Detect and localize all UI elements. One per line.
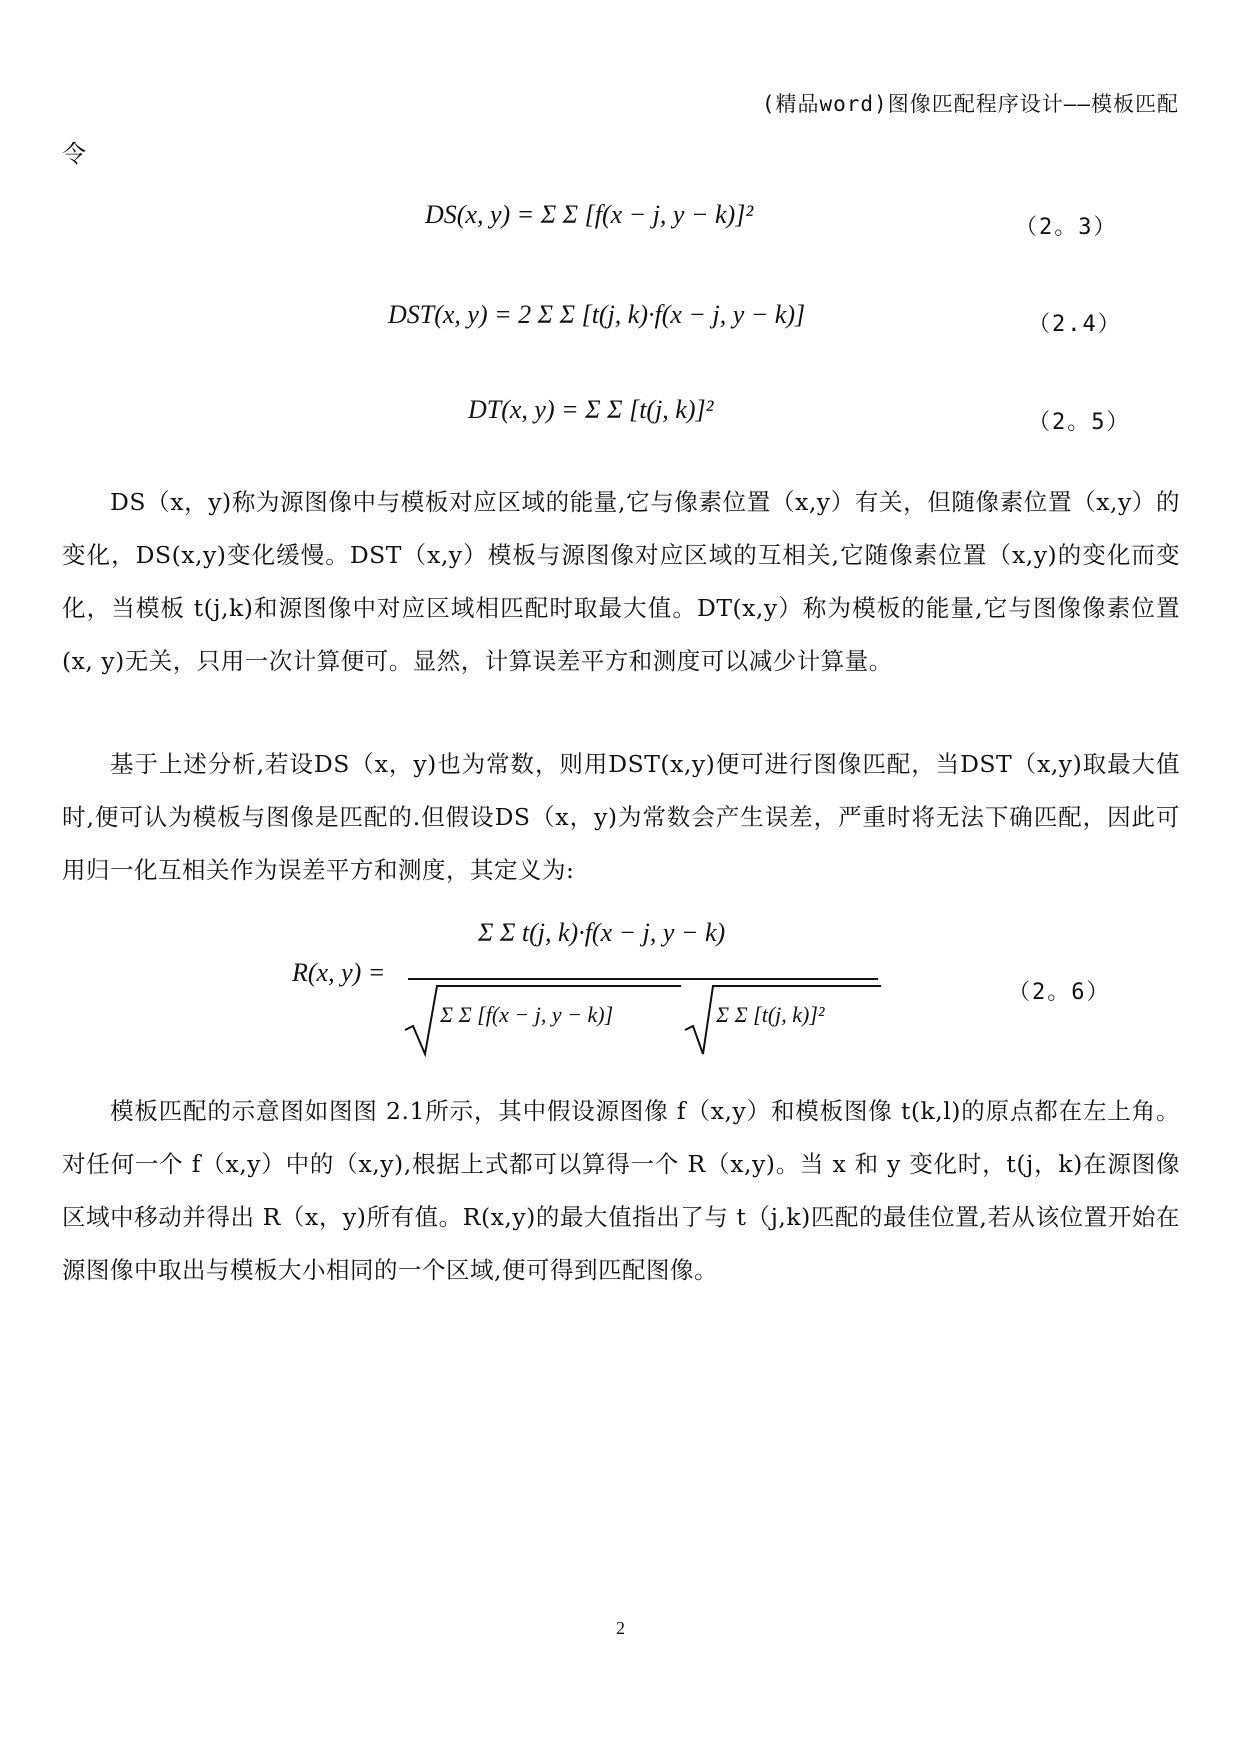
equation-2-6-numerator: Σ Σ t(j, k)·f(x − j, y − k)	[478, 918, 726, 947]
equation-number-2-6: （2。6）	[1008, 980, 1111, 1005]
page-number: 2	[616, 1618, 625, 1638]
running-header: (精品word)图像匹配程序设计——模板匹配	[761, 92, 1179, 116]
paragraph-energy-explanation: DS（x，y)称为源图像中与模板对应区域的能量,它与像素位置（x,y）有关，但随像素位置（x,y）的变化，DS(x,y)变化缓慢。DST（x,y）模板与源图像对应区域的互相关,它随像素位置（x,y)的变化而变化，当模板 t(j,k)和源图像中对应区域相匹配时取最大值。DT(x,y）称为模板的能量,它与图像像素位置(x, y)无关，只用一次计算便可。显然，计算误差平方和测度可以减少计算量。	[62, 488, 1180, 675]
equation-2-5	[468, 395, 713, 425]
equation-number-2-5: （2。5）	[1028, 410, 1131, 435]
lead-word: 令	[62, 140, 86, 168]
equation-2-4-text: DST(x, y) = 2 Σ Σ [t(j, k)·f(x − j, y − k)]	[388, 300, 806, 329]
equation-2-6-lhs: R(x, y) =	[292, 958, 386, 987]
equation-number-2-3: （2。3）	[1015, 215, 1118, 240]
equation-2-6-denominator-right: Σ Σ [t(j, k)]²	[716, 1002, 825, 1027]
equation-2-3	[425, 200, 753, 230]
paragraph-template-matching: 模板匹配的示意图如图图 2.1所示，其中假设源图像 f（x,y）和模板图像 t(k,l)的原点都在左上角。对任何一个 f（x,y）中的（x,y),根据上式都可以算得一个 R（x,y)。当 x 和 y 变化时，t(j，k)在源图像区域中移动并得出 R（x，y)所有值。R(x,y)的最大值指出了与 t（j,k)匹配的最佳位置,若从该位置开始在源图像中取出与模板大小相同的一个区域,便可得到匹配图像。	[62, 1097, 1180, 1284]
equation-2-6-denominator-left: Σ Σ [f(x − j, y − k)]	[440, 1002, 614, 1027]
equation-2-3-text: DS(x, y) = Σ Σ [f(x − j, y − k)]²	[425, 200, 754, 229]
equation-2-5-text: DT(x, y) = Σ Σ [t(j, k)]²	[468, 395, 714, 424]
equation-2-4	[388, 300, 805, 330]
equation-number-2-4: （2.4）	[1028, 312, 1122, 337]
paragraph-analysis: 基于上述分析,若设DS（x，y)也为常数，则用DST(x,y)便可进行图像匹配，当DST（x,y)取最大值时,便可认为模板与图像是匹配的.但假设DS（x，y)为常数会产生误差，严重时将无法下确匹配，因此可用归一化互相关作为误差平方和测度，其定义为:	[62, 750, 1180, 884]
